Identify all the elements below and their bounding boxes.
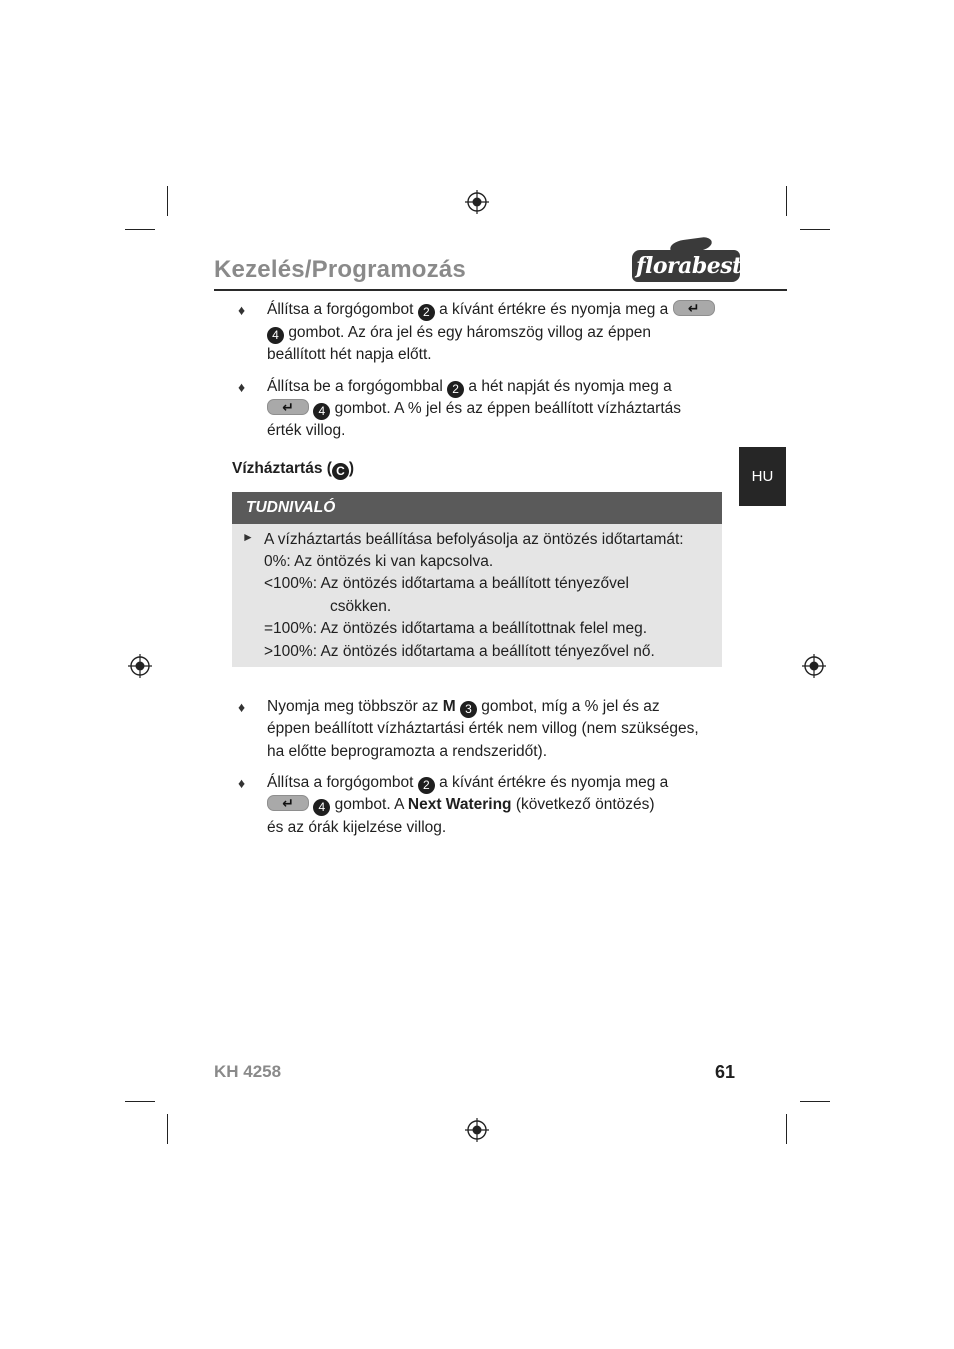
number-badge-icon: 4 (313, 403, 330, 420)
logo-wordmark: florabest (636, 253, 742, 279)
note-line: <100%: Az öntözés időtartama a beállított tényezővel (264, 575, 629, 592)
bullet-icon: ♦ (238, 302, 246, 318)
step-line: éppen beállított vízháztartási érték nem villog (nem szükséges, (267, 720, 699, 737)
crop-mark (800, 229, 830, 230)
note-line: =100%: Az öntözés időtartama a beállítottnak felel meg. (264, 620, 647, 637)
crop-mark (786, 1114, 787, 1144)
crop-mark (167, 186, 168, 216)
crop-mark (167, 1114, 168, 1144)
number-badge-icon: 4 (267, 327, 284, 344)
arrow-right-icon: ► (242, 530, 254, 544)
title-divider (214, 289, 787, 291)
bullet-icon: ♦ (238, 775, 246, 791)
registration-mark-icon (465, 190, 489, 214)
bullet-icon: ♦ (238, 379, 246, 395)
page-number: 61 (715, 1062, 736, 1082)
registration-mark-icon (802, 654, 826, 678)
step-line: ↵ 4 gombot. A Next Watering (következő öntözés) (267, 794, 655, 816)
model-number: KH 4258 (214, 1062, 282, 1081)
registration-mark-icon (465, 1118, 489, 1142)
crop-mark (125, 1101, 155, 1102)
note-line: A vízháztartás beállítása befolyásolja az öntözés időtartamát: (264, 531, 684, 548)
number-badge-icon: 2 (447, 381, 464, 398)
brand-logo (630, 238, 742, 284)
crop-mark (800, 1101, 830, 1102)
number-badge-icon: 2 (418, 304, 435, 321)
step-line: Állítsa a forgógombot 2 a kívánt értékre és nyomja meg a (267, 774, 669, 792)
language-tab: HU (739, 447, 786, 506)
step-line: ha előtte beprogramozta a rendszeridőt). (267, 743, 548, 760)
step-line: Állítsa a forgógombot 2 a kívánt értékre és nyomja meg a ↵ (267, 299, 715, 321)
step-line: érték villog. (267, 422, 346, 439)
step-line: beállított hét napja előtt. (267, 346, 432, 363)
step-line: Nyomja meg többször az M 3 gombot, míg a % jel és az (267, 698, 660, 716)
bullet-icon: ♦ (238, 699, 246, 715)
note-line: csökken. (330, 598, 392, 615)
section-heading: Vízháztartás ( C ) (232, 460, 355, 478)
step-line: Állítsa be a forgógombbal 2 a hét napját és nyomja meg a (267, 378, 672, 396)
registration-mark-icon (128, 654, 152, 678)
number-badge-icon: 4 (313, 799, 330, 816)
crop-mark (786, 186, 787, 216)
enter-key-icon (267, 795, 309, 811)
number-badge-icon: 2 (418, 777, 435, 794)
page-title: Kezelés/Programozás (214, 256, 466, 283)
step-line: 4 gombot. Az óra jel és egy háromszög villog az éppen (267, 322, 651, 344)
step-line: ↵ 4 gombot. A % jel és az éppen beállított vízháztartás (267, 398, 681, 420)
label-c-icon: C (332, 463, 349, 480)
number-badge-icon: 3 (460, 701, 477, 718)
enter-key-icon (267, 399, 309, 415)
note-header: TUDNIVALÓ (232, 492, 722, 524)
enter-key-icon (673, 300, 715, 316)
note-line: >100%: Az öntözés időtartama a beállított tényezővel nő. (264, 643, 655, 660)
crop-mark (125, 229, 155, 230)
note-line: 0%: Az öntözés ki van kapcsolva. (264, 553, 494, 570)
step-line: és az órák kijelzése villog. (267, 819, 447, 836)
